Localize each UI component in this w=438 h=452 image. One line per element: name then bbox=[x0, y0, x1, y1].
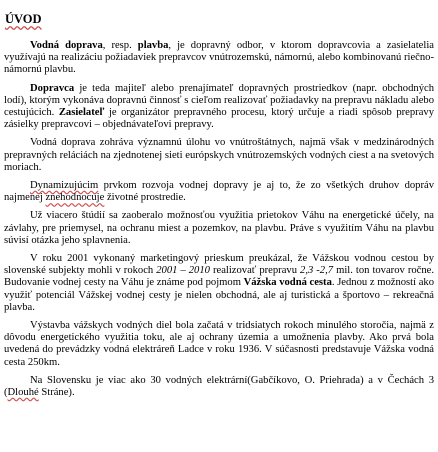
paragraph-text: Stráne). bbox=[38, 387, 75, 399]
paragraph-text: Na Slovensku je viac ako 30 vodných elektrární(Gabčíkovo, O. Priehrada) a v Čechách 3 ( bbox=[4, 374, 434, 399]
spellcheck-word: znehodnocuje bbox=[45, 192, 105, 204]
paragraph-text: životné prostredie. bbox=[104, 192, 186, 204]
paragraph-text: je teda majiteľ alebo prenajímateľ dopravných prostriedkov (napr. obchodných lodí), ktorým vykonáva dopravnú činnosť s cieľom realizovať požiadavky na prepravu nákladu alebo cestujúcich. bbox=[4, 82, 434, 119]
paragraph-prieskum bbox=[4, 253, 434, 314]
years-range: 2001 – 2010 bbox=[156, 265, 210, 277]
paragraph-text: je organizátor prepravného procesu, ktorý určuje a riadi spôsob prepravy zásielky prepravcovi – objednávateľovi prepravy. bbox=[4, 107, 434, 131]
paragraph-elektrarne bbox=[4, 375, 434, 399]
paragraph-text: mil. ton tovarov ročne. Budovanie vodnej cesty na Váhu je známe pod pojmom bbox=[4, 265, 434, 289]
paragraph-vodna-doprava bbox=[4, 40, 434, 77]
paragraph-vystavba: Výstavba vážskych vodných diel bola začatá v tridsiatych rokoch minulého storočia, najmä z dôvodu energetického využitia toku, ale aj ochrany územia a umožnenia plavby. Ako prvá bola uvedená do prevádzky vodná elektráreň Ladce v roku 1936. V súčasnosti predstavuje Vážska vodná cesta 250km. bbox=[4, 320, 434, 368]
paragraph-text: , resp. bbox=[102, 40, 138, 51]
spellcheck-word: Dynamizujúcim bbox=[30, 180, 99, 192]
paragraph-text: , je dopravný odbor, v ktorom dopravcovia a zasielatelia využívajú na realizáciu požiadaviek prepravcov vnútrozemskú, námornú, alebo kombinovanú riečno-námornú plavbu. bbox=[4, 40, 434, 76]
paragraph-uloha: Vodná doprava zohráva významnú úlohu vo vnútroštátnych, najmä však v medzinárodných prepravných reláciách na zjednotenej sieti európskych vnútrozemských vodných ciest a na svetových moriach. bbox=[4, 137, 434, 173]
paragraph-text: prvkom rozvoja vodnej dopravy je aj to, že zo všetkých druhov dopráv najmenej bbox=[4, 180, 434, 204]
term-zasielatel: Zasielateľ bbox=[58, 107, 105, 119]
paragraph-text: realizovať prepravu bbox=[209, 265, 301, 277]
paragraph-dynamizujucim bbox=[4, 180, 434, 204]
term-plavba: plavba bbox=[137, 40, 169, 51]
paragraph-text: V roku 2001 vykonaný marketingový prieskum preukázal, že Vážskou vodnou cestou by slovenské subjekty mohli v rokoch bbox=[4, 253, 434, 277]
paragraph-text: . Jednou z možností ako využiť potenciál Vážskej vodnej cesty je nielen obchodná, ale aj turistická a športovo – rekreačná plavba. bbox=[4, 277, 434, 313]
term-vazska-vodna-cesta: Vážska vodná cesta bbox=[243, 277, 332, 289]
term-dopravca: Dopravca bbox=[30, 82, 75, 94]
volume-range: 2,3 -2,7 bbox=[300, 265, 334, 277]
paragraph-studie: Už viacero štúdií sa zaoberalo možnosťou využitia prietokov Váhu na energetické účely, na závlahy, pre priemysel, na ochranu miest a pozemkov, na plavbu. Práve s využitím Váhu na plavbu súvisí otázka jeho splavnenia. bbox=[4, 210, 434, 246]
spellcheck-word: Dlouhé bbox=[7, 387, 39, 399]
document-heading: ÚVOD bbox=[5, 12, 42, 26]
paragraph-dopravca bbox=[4, 83, 434, 132]
term-vodna-doprava: Vodná doprava bbox=[30, 40, 103, 51]
